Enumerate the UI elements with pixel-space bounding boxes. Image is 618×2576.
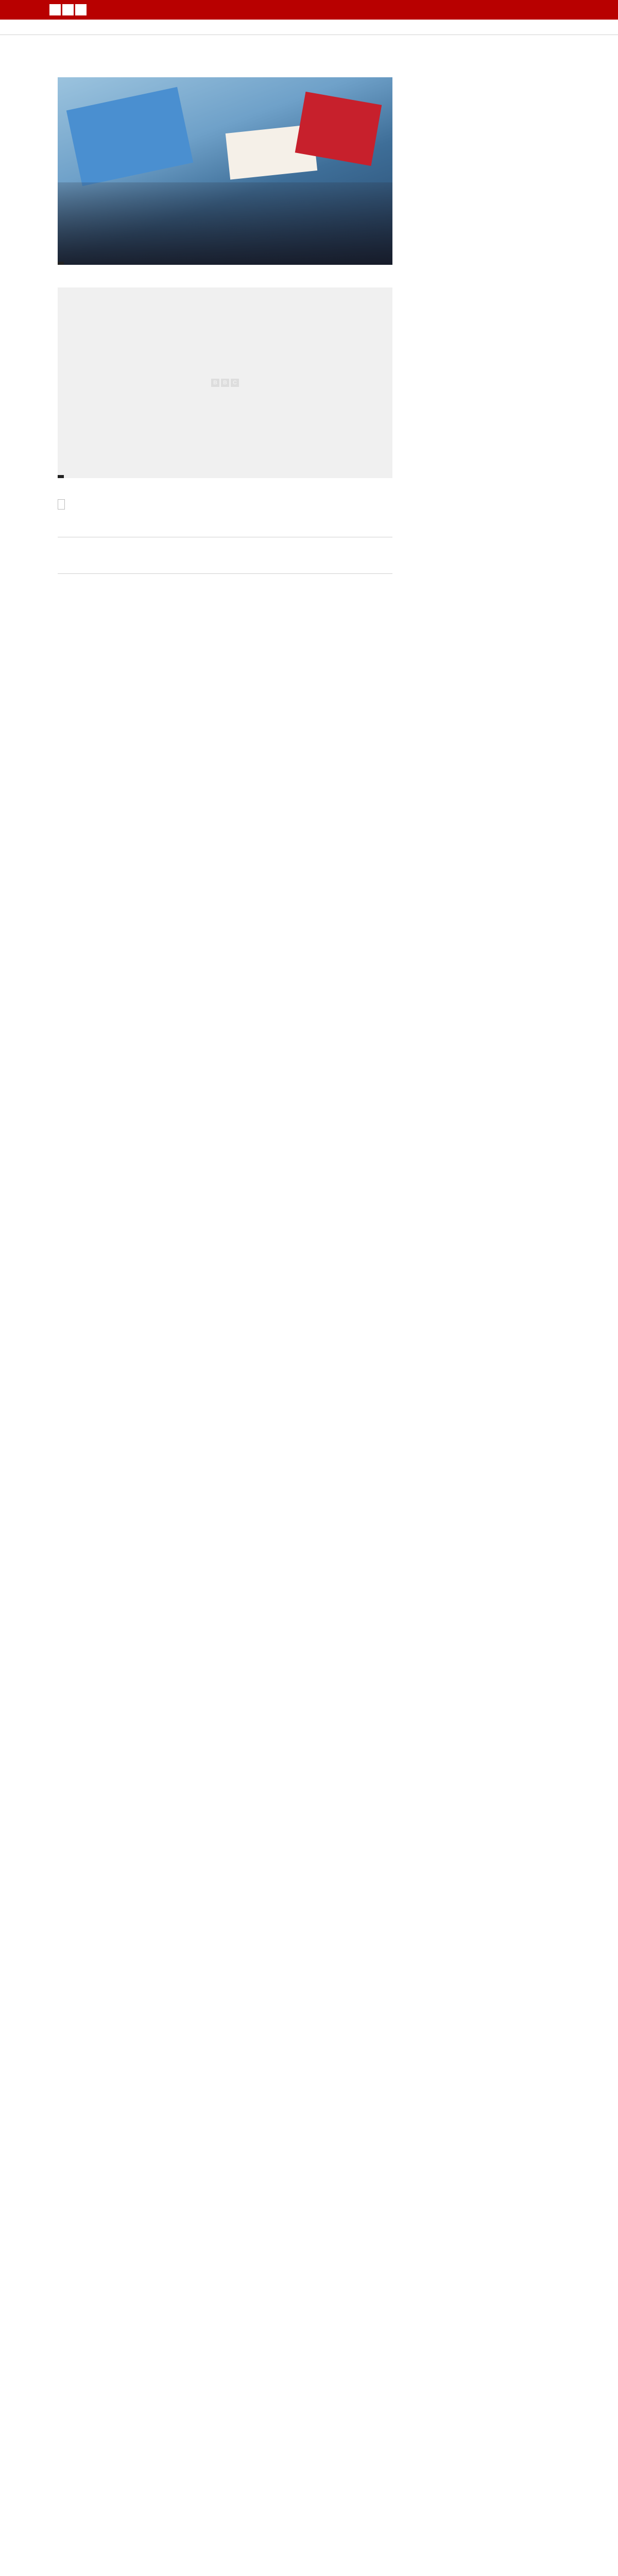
divider	[58, 573, 392, 574]
sidebar	[409, 46, 558, 77]
source-note	[58, 501, 392, 508]
bbc-logo-letter	[49, 4, 61, 15]
article-image	[58, 287, 392, 478]
image-credit	[58, 475, 64, 478]
bbc-logo-letter	[75, 4, 87, 15]
hero-image	[58, 77, 392, 265]
image-credit	[58, 262, 64, 265]
bbc-logo-letter	[62, 4, 74, 15]
article	[58, 46, 392, 583]
bbc-placeholder-icon: B B C	[211, 379, 239, 387]
hero-red-flag-shape	[295, 92, 382, 166]
main-nav	[0, 20, 618, 35]
source-link[interactable]	[58, 499, 65, 510]
hero-flag-shape	[66, 87, 193, 186]
masthead	[0, 0, 618, 20]
hero-crowd-shape	[58, 182, 392, 265]
bbc-logo[interactable]	[49, 4, 87, 15]
